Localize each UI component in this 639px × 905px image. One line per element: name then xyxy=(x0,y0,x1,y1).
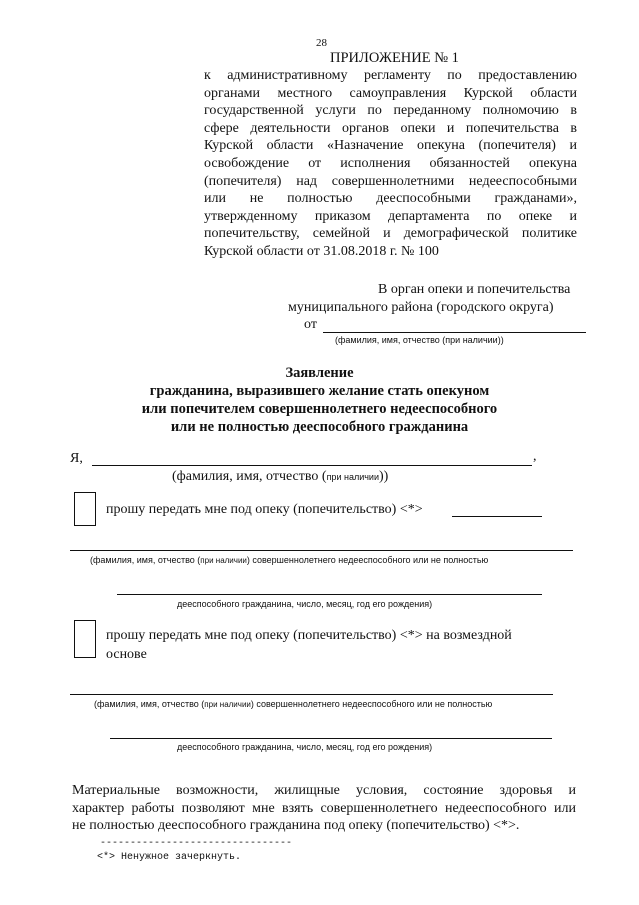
applicant-comma: , xyxy=(533,449,537,464)
regulation-line: попечительству, семейной и демографической политике xyxy=(204,226,577,242)
paid-ward-name-caption: (фамилия, имя, отчество (при наличии) совершеннолетнего недееспособного или не полностью xyxy=(94,699,493,709)
regulation-line: Курской области «Назначение опекуна (попечителя) и xyxy=(204,138,577,154)
applicant-name-field[interactable] xyxy=(92,465,532,466)
statement-heading-title: Заявление xyxy=(285,365,354,381)
regulation-line: органами местного самоуправления Курской области xyxy=(204,85,577,101)
option-paid-guardianship-checkbox[interactable] xyxy=(74,620,96,658)
regulation-line: утвержденному приказом департамента по опеке и xyxy=(204,208,577,224)
regulation-line: или не полностью дееспособными гражданами», xyxy=(204,191,577,207)
from-name-field[interactable] xyxy=(323,332,586,333)
ward-birth-caption: дееспособного гражданина, число, месяц, год его рождения) xyxy=(177,599,433,609)
paid-ward-birth-field[interactable] xyxy=(110,738,552,739)
statement-line: Материальные возможности, жилищные условия, состояние здоровья и xyxy=(72,783,576,798)
option-guardianship-checkbox[interactable] xyxy=(74,492,96,526)
regulation-line: Курской области от 31.08.2018 г. № 100 xyxy=(204,243,439,259)
from-name-caption: (фамилия, имя, отчество (при наличии)) xyxy=(335,335,504,345)
statement-line: характер работы позволяют мне взять совершеннолетнего недееспособного или xyxy=(72,800,576,816)
applicant-name-caption: (фамилия, имя, отчество (при наличии)) xyxy=(172,469,389,484)
option-guardianship-inline-field[interactable] xyxy=(452,516,542,517)
page-number: 28 xyxy=(316,37,327,49)
statement-heading-line: гражданина, выразившего желание стать опекуном xyxy=(149,383,490,399)
footnote-separator: -------------------------------- xyxy=(100,838,293,849)
from-label: от xyxy=(304,317,317,332)
option-paid-guardianship-text: прошу передать мне под опеку (попечительство) <*> на возмездной xyxy=(106,628,512,643)
ward-name-field[interactable] xyxy=(70,550,573,551)
regulation-line: (попечителя) над совершеннолетними недееспособными xyxy=(204,173,577,189)
statement-paragraph xyxy=(72,782,576,835)
appendix-title: ПРИЛОЖЕНИЕ № 1 xyxy=(330,50,459,66)
ward-name-caption: (фамилия, имя, отчество (при наличии) совершеннолетнего недееспособного или не полностью xyxy=(90,555,489,565)
applicant-prefix: Я, xyxy=(70,451,83,466)
addressee-line-1: В орган опеки и попечительства xyxy=(378,282,571,297)
addressee-line-2: муниципального района (городского округа) xyxy=(288,300,554,315)
statement-line: не полностью дееспособного гражданина под опеку (попечительство) <*>. xyxy=(72,818,520,833)
option-guardianship-text: прошу передать мне под опеку (попечительство) <*> xyxy=(106,502,423,517)
statement-heading-line: или попечителем совершеннолетнего недееспособного xyxy=(141,401,498,417)
paid-ward-name-field[interactable] xyxy=(70,694,553,695)
statement-heading-line: или не полностью дееспособного гражданина xyxy=(170,419,469,435)
regulation-reference xyxy=(204,67,577,261)
paid-ward-birth-caption: дееспособного гражданина, число, месяц, год его рождения) xyxy=(177,742,433,752)
footnote-text: <*> Ненужное зачеркнуть. xyxy=(97,852,242,863)
option-paid-guardianship-text: основе xyxy=(106,647,147,662)
regulation-line: к административному регламенту по предоставлению xyxy=(204,68,577,83)
ward-birth-field[interactable] xyxy=(117,594,542,595)
regulation-line: государственной услуги по переданному полномочию в xyxy=(204,103,577,119)
regulation-line: освобождение от исполнения обязанностей опекуна xyxy=(204,155,577,171)
regulation-line: сфере деятельности органов опеки и попечительства в xyxy=(204,120,577,136)
